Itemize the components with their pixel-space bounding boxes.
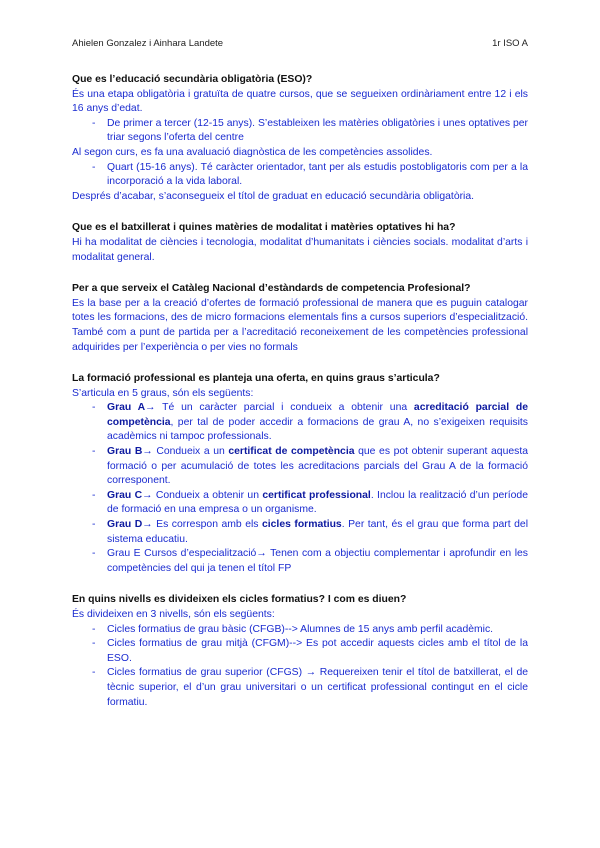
- section-cicles: [72, 593, 528, 710]
- document-body: [72, 73, 528, 727]
- grau-text: → Condueix a obtenir un: [142, 489, 263, 501]
- header-authors: Ahielen Gonzalez i Ainhara Landete: [72, 38, 224, 49]
- list-item: - Cicles formatius de grau mitjà (CFGM)--> Es pot accedir aquests cicles amb el títol de la ESO.: [107, 637, 528, 666]
- section-graus: [72, 372, 528, 576]
- list-item: - De primer a tercer (12-15 anys). S’estableixen les matèries obligatòries i unes optatives per triar segons l’oferta del centre: [107, 117, 528, 146]
- section-cataleg: [72, 282, 528, 355]
- section-eso: [72, 73, 528, 204]
- list-item-grau-d: [107, 518, 528, 547]
- grau-label: Grau D: [107, 519, 143, 531]
- grau-text: → Condueix a un: [142, 446, 229, 458]
- answer-intro: És divideixen en 3 nivells, són els següents:: [72, 609, 275, 620]
- grau-label: Grau A: [107, 402, 146, 414]
- grau-text: → Es correspon amb els: [142, 519, 262, 531]
- list-item: - Cicles formatius de grau superior (CFGS) → Requereixen tenir el títol de batxillerat, el de tècnic superior, el d’un grau universitari o un certificat professional contingut en el cicle formatiu.: [107, 666, 528, 710]
- grau-text: . Per tant, és el grau que forma part del sistema educatiu.: [107, 519, 529, 545]
- grau-highlight: certificat professional: [262, 489, 371, 501]
- list: [72, 161, 528, 190]
- page-header: [72, 38, 528, 52]
- grau-highlight: acreditació parcial de competència: [107, 402, 528, 428]
- list-item: - Cicles formatius de grau bàsic (CFGB)--> Alumnes de 15 anys amb perfil acadèmic.: [107, 623, 528, 638]
- question-eso: Que es l’educació secundària obligatòria (ESO)?: [72, 74, 313, 85]
- grau-highlight: certificat de competència: [228, 446, 355, 458]
- grau-text: que es pot obtenir superant aquesta formació o per acumulació de totes les acreditacions parcials del Grau A de la formació corresponent.: [107, 446, 529, 487]
- list-item-grau-c: [107, 489, 528, 518]
- cicles-list: [72, 623, 528, 711]
- list-item: - Quart (15-16 anys). Té caràcter orientador, tant per als estudis postobligatoris com per a la incorporació a la vida laboral.: [107, 161, 528, 190]
- grau-text: . Inclou la realització d’un període de formació en una empresa o un organisme.: [107, 489, 528, 516]
- grau-text: , per tal de poder accedir a formacions de grau A, no s’exigeixen requisits acadèmics ni tampoc professionals.: [107, 416, 528, 443]
- list: [72, 117, 528, 146]
- list-item-grau-e: - Grau E Cursos d’especialització→ Tenen com a objectiu complementar i aprofundir en les competències del qui ja tenen el títol FP: [107, 547, 528, 576]
- question-graus: La formació professional es planteja una oferta, en quins graus s’articula?: [72, 373, 440, 385]
- answer-paragraph: Hi ha modalitat de ciències i tecnologia, modalitat d’humanitats i ciències socials. modalitat d’arts i modalitat general.: [72, 236, 528, 263]
- list-item-grau-b: [107, 445, 528, 489]
- answer-paragraph: Es la base per a la creació d’ofertes de formació professional de manera que es puguin catalogar totes les formacions, des de micro formacions elementals fins a cursos superiors d’especialització. També com a punt de partida per a l’acreditació reconeixement de les competències professional adquirides per l’experiència o per vies no formals: [72, 297, 528, 353]
- grau-highlight: cicles formatius: [261, 519, 342, 531]
- section-batxillerat: [72, 221, 528, 265]
- list-item-grau-a: [107, 401, 528, 445]
- grau-text: → Té un caràcter parcial i condueix a obtenir una: [145, 402, 414, 414]
- question-cicles: En quins nivells es divideixen els cicles formatius? I com es diuen?: [72, 594, 407, 606]
- grau-label: Grau B: [107, 446, 143, 458]
- answer-paragraph: Al segon curs, es fa una avaluació diagnòstica de les competències assolides.: [72, 146, 433, 158]
- answer-paragraph: Després d’acabar, s’aconsegueix el títol de graduat en educació secundària obligatòria.: [72, 190, 475, 202]
- question-cataleg: Per a que serveix el Catàleg Nacional d’estàndards de competencia Profesional?: [72, 283, 471, 295]
- grau-label: Grau C: [107, 489, 143, 501]
- answer-paragraph: És una etapa obligatòria i gratuïta de quatre cursos, que se segueixen ordinàriament entre 12 i els 16 anys d’edat.: [72, 88, 528, 115]
- header-class: 1r ISO A: [492, 38, 528, 49]
- answer-intro: S’articula en 5 graus, són els següents:: [72, 387, 254, 399]
- grau-list: [72, 401, 528, 576]
- question-batxillerat: Que es el batxillerat i quines matèries de modalitat i matèries optatives hi ha?: [72, 222, 456, 234]
